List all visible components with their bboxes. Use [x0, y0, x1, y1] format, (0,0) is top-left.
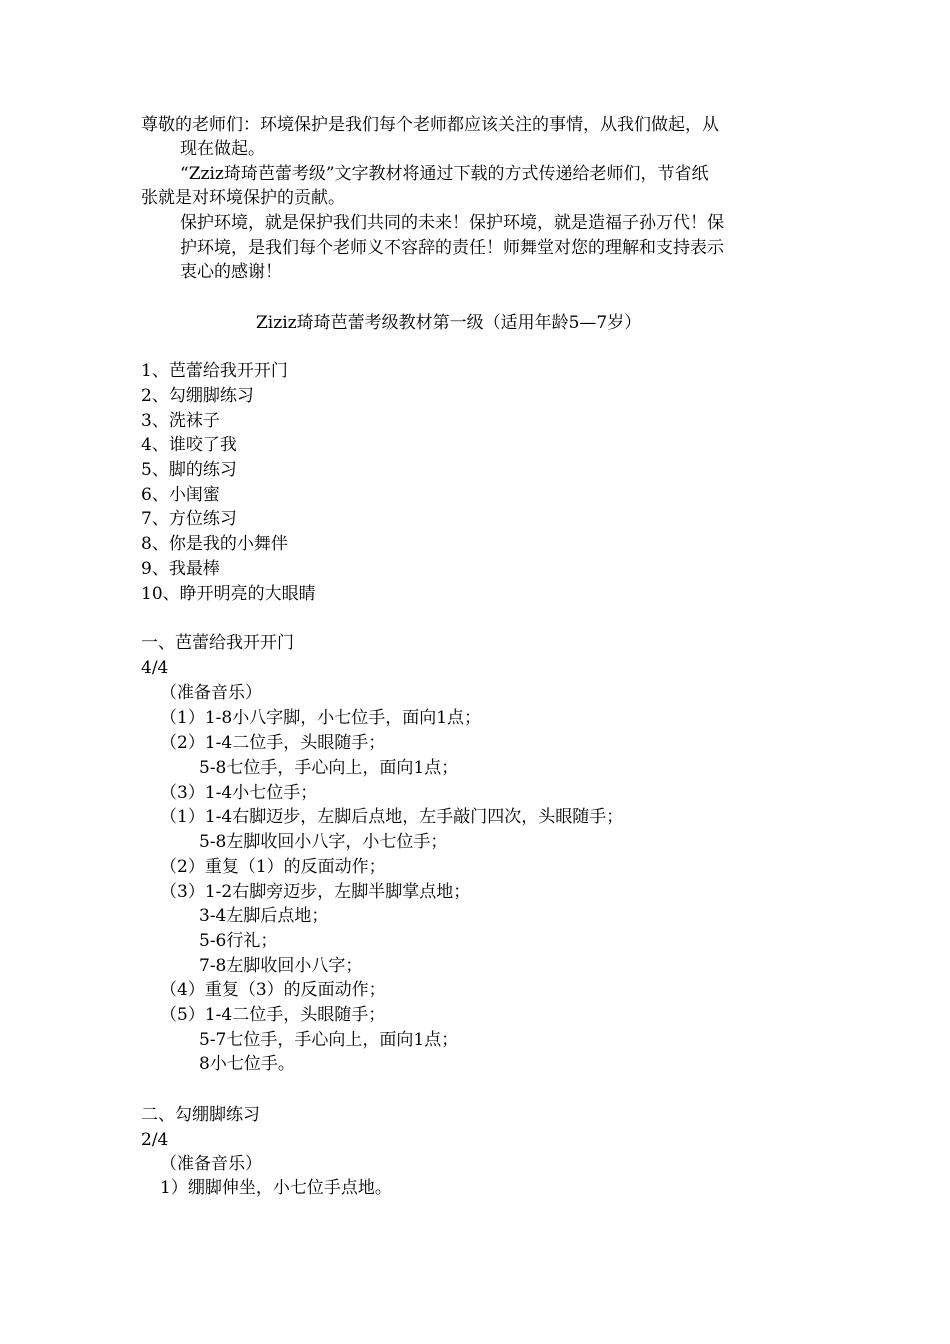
intro-line-3: “Zziz琦琦芭蕾考级”文字教材将通过下载的方式传递给老师们，节省纸	[180, 164, 709, 184]
toc-item: 9、我最棒	[141, 559, 220, 579]
toc-item: 2、勾绷脚练习	[141, 386, 254, 406]
document-title: Ziziz琦琦芭蕾考级教材第一级（适用年龄5—7岁）	[256, 313, 642, 333]
step-line: （3）1-2右脚旁迈步，左脚半脚掌点地；	[160, 882, 471, 902]
step-line: 5-8七位手，手心向上，面向1点；	[199, 758, 459, 778]
step-line: 5-7七位手，手心向上，面向1点；	[199, 1030, 459, 1050]
step-line: 5-6行礼；	[199, 931, 278, 951]
step-line: （4）重复（3）的反面动作；	[160, 980, 386, 1000]
step-line: （1）1-8小八字脚，小七位手，面向1点；	[160, 708, 482, 728]
toc-item: 3、洗袜子	[141, 411, 220, 431]
step-line: （5）1-4二位手，头眼随手；	[160, 1005, 386, 1025]
intro-line-1: 尊敬的老师们：环境保护是我们每个老师都应该关注的事情，从我们做起，从	[141, 115, 719, 135]
section-heading: 一、芭蕾给我开开门	[141, 633, 294, 653]
step-line: 1）绷脚伸坐，小七位手点地。	[160, 1178, 392, 1198]
toc-item: 5、脚的练习	[141, 460, 237, 480]
step-line: （2）1-4二位手，头眼随手；	[160, 733, 386, 753]
toc-item: 7、方位练习	[141, 509, 237, 529]
intro-line-7: 衷心的感谢！	[180, 262, 282, 282]
intro-line-5: 保护环境，就是保护我们共同的未来！保护环境，就是造福子孙万代！保	[180, 213, 724, 233]
intro-line-2: 现在做起。	[180, 139, 265, 159]
step-line: （2）重复（1）的反面动作；	[160, 857, 386, 877]
section-heading: 二、勾绷脚练习	[141, 1105, 260, 1125]
toc-item: 6、小闺蜜	[141, 485, 220, 505]
section-meter: 4/4	[141, 658, 169, 678]
step-line: （准备音乐）	[160, 683, 262, 703]
toc-item: 10、睁开明亮的大眼睛	[141, 584, 316, 604]
step-line: 3-4左脚后点地；	[199, 906, 329, 926]
step-line: 7-8左脚收回小八字；	[199, 956, 363, 976]
toc-item: 8、你是我的小舞伴	[141, 534, 288, 554]
toc-item: 4、谁咬了我	[141, 435, 237, 455]
step-line: （准备音乐）	[160, 1154, 262, 1174]
section-meter: 2/4	[141, 1130, 169, 1150]
step-line: （3）1-4小七位手；	[160, 783, 318, 803]
intro-line-4: 张就是对环境保护的贡献。	[141, 188, 345, 208]
step-line: （1）1-4右脚迈步，左脚后点地，左手敲门四次，头眼随手；	[160, 807, 624, 827]
intro-line-6: 护环境，是我们每个老师义不容辞的责任！师舞堂对您的理解和支持表示	[180, 238, 724, 258]
step-line: 8小七位手。	[199, 1054, 295, 1074]
toc-item: 1、芭蕾给我开开门	[141, 361, 288, 381]
step-line: 5-8左脚收回小八字，小七位手；	[199, 832, 448, 852]
